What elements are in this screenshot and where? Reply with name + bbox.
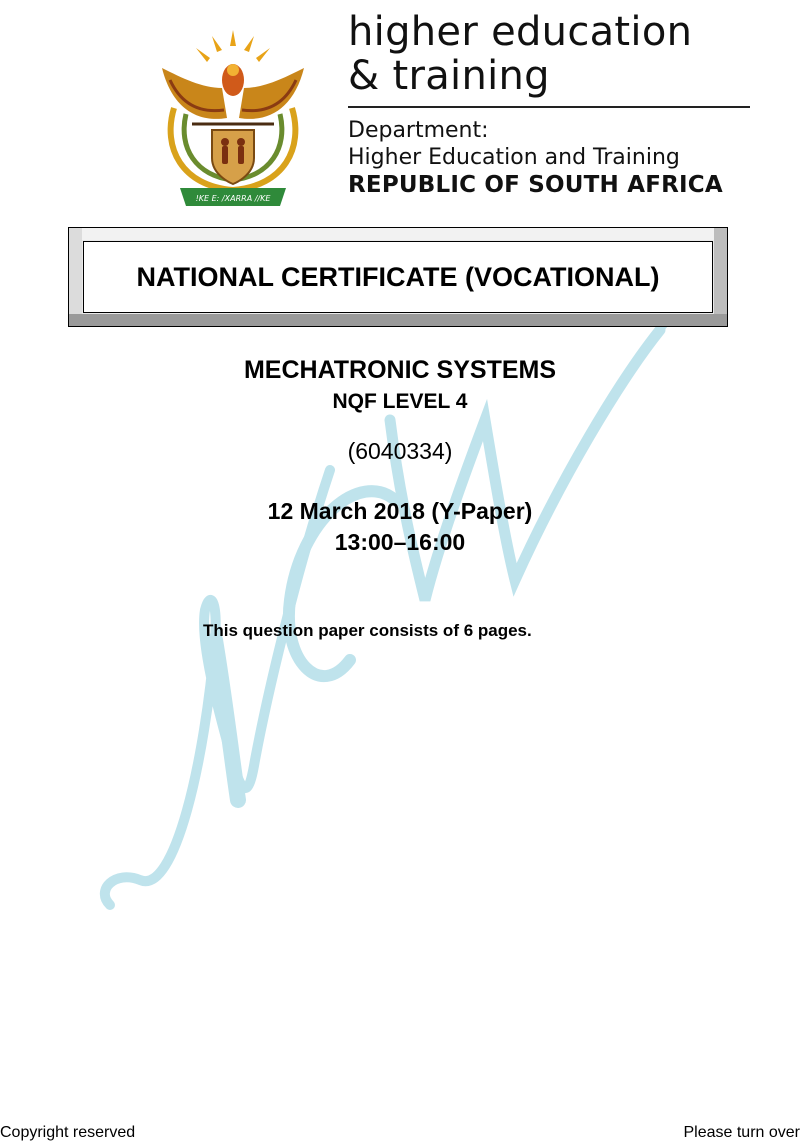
- brand-line-1: higher education: [348, 9, 693, 55]
- title-frame: [68, 227, 728, 327]
- footer-turn-over: Please turn over: [683, 1124, 800, 1141]
- page-count-note: This question paper consists of 6 pages.: [203, 621, 532, 640]
- country-name: REPUBLIC OF SOUTH AFRICA: [348, 172, 723, 198]
- dept-label: Department:: [348, 118, 489, 143]
- dept-name: Higher Education and Training: [348, 145, 680, 170]
- brand-divider: [348, 106, 750, 108]
- brand-line-2: & training: [348, 53, 550, 99]
- footer-copyright: Copyright reserved: [0, 1124, 136, 1141]
- svg-text:!KE E: /XARRA //KE: !KE E: /XARRA //KE: [195, 194, 271, 203]
- coat-of-arms-icon: [152, 18, 314, 212]
- subject-code: (6040334): [347, 438, 453, 464]
- subject-title: MECHATRONIC SYSTEMS: [243, 356, 557, 384]
- nqf-level: NQF LEVEL 4: [332, 390, 468, 413]
- exam-date: 12 March 2018 (Y-Paper): [267, 498, 533, 524]
- certificate-title: NATIONAL CERTIFICATE (VOCATIONAL): [136, 261, 660, 292]
- exam-time: 13:00–16:00: [334, 529, 466, 555]
